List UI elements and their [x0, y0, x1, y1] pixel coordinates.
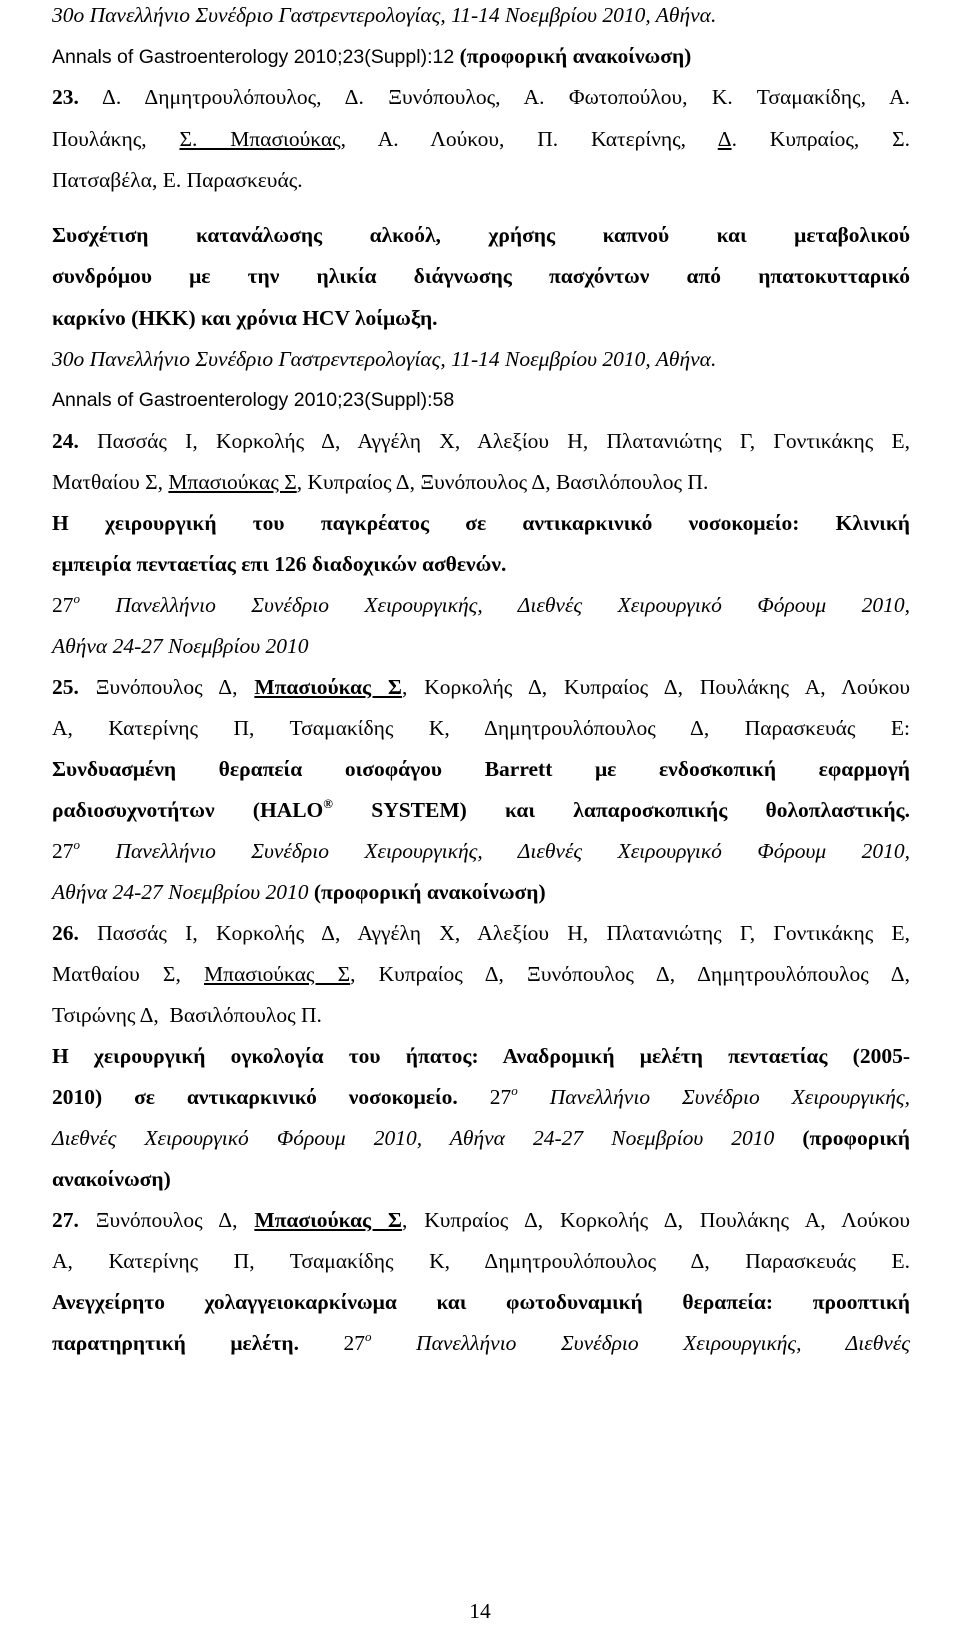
venue-number: [490, 1085, 518, 1109]
journal-citation: Annals of Gastroenterology 2010;23(Suppl):12: [52, 46, 455, 68]
ordinal-superscript: ο: [365, 1329, 372, 1344]
entry26-authors-line1: [52, 920, 910, 946]
authors-text: Πατσαβέλα, Ε. Παρασκευάς.: [52, 168, 303, 192]
entry26-venue-line3: [52, 1166, 910, 1192]
ordinal-superscript: ο: [73, 591, 80, 606]
entry26-venue-line2: [52, 1125, 910, 1151]
paper-title: εμπειρία πενταετίας επι 126 διαδοχικών ασθενών.: [52, 552, 507, 576]
entry-number: 26.: [52, 921, 79, 945]
presentation-note: (προφορική ανακοίνωση): [459, 44, 692, 68]
entry-number: 25.: [52, 675, 79, 699]
presentation-note: (προφορική: [802, 1126, 911, 1150]
authors-text: Πουλάκης,: [52, 127, 147, 151]
underlined-initial: Δ: [717, 127, 732, 151]
entry25-venue-line1: [52, 838, 910, 864]
journal-citation: Annals of Gastroenterology 2010;23(Suppl):58: [52, 389, 455, 411]
entry26-authors-line2: [52, 961, 910, 987]
entry25-title-line1: [52, 756, 910, 782]
entry26-title-line2: [52, 1084, 910, 1110]
highlighted-author: Μπασιούκας Σ: [204, 962, 351, 986]
entry23-authors-line1: [52, 84, 910, 110]
entry24-venue-line2: [52, 633, 910, 659]
venue-text: Πανελλήνιο Συνέδριο Χειρουργικής, Διεθνές Χειρουργικό Φόρουμ 2010,: [115, 839, 910, 863]
entry23-venue-line1: [52, 346, 910, 372]
paper-title: [52, 798, 333, 822]
entry-number: 23.: [52, 85, 79, 109]
venue-text: Αθήνα 24-27 Νοεμβρίου 2010: [52, 634, 309, 658]
venue-text: Αθήνα 24-27 Νοεμβρίου 2010: [52, 880, 309, 904]
entry23-venue-line2: [52, 387, 910, 413]
paper-title: συνδρόμου με την ηλικία διάγνωσης πασχόντων από ηπατοκυτταρικό: [52, 264, 910, 288]
venue-text: Πανελλήνιο Συνέδριο Χειρουργικής,: [549, 1085, 910, 1109]
entry23-title-line3: [52, 305, 910, 331]
venue-number-text: 27: [489, 1085, 512, 1109]
authors-text: Δ. Δημητρουλόπουλος, Δ. Ξυνόπουλος, Α. Φωτοπούλου, Κ. Τσαμακίδης, Α.: [102, 85, 910, 109]
venue-number-text: 27: [52, 593, 74, 617]
entry23-authors-line2: [52, 126, 910, 152]
venue-text: Διεθνές Χειρουργικό Φόρουμ 2010, Αθήνα 24-27 Νοεμβρίου 2010: [52, 1126, 775, 1150]
authors-text: Τσιρώνης Δ, Βασιλόπουλος Π.: [52, 1003, 322, 1027]
authors-text: , Κυπραίος Δ, Ξυνόπουλος Δ, Βασιλόπουλος Π.: [296, 470, 709, 494]
entry25-authors-line1: [52, 674, 910, 700]
entry27-authors-line1: [52, 1207, 910, 1233]
entry24-authors-line1: [52, 428, 910, 454]
authors-text: , Κορκολής Δ, Κυπραίος Δ, Πουλάκης Α, Λούκου: [401, 675, 910, 699]
authors-text: , Α. Λούκου, Π. Κατερίνης,: [340, 127, 687, 151]
paper-title: Η χειρουργική ογκολογία του ήπατος: Αναδρομική μελέτη πενταετίας (2005-: [52, 1044, 910, 1068]
paper-title: Ανεγχείρητο χολαγγειοκαρκίνωμα και φωτοδυναμική θεραπεία: προοπτική: [52, 1290, 910, 1314]
presentation-note: (προφορική ανακοίνωση): [313, 880, 546, 904]
paper-title: Η χειρουργική του παγκρέατος σε αντικαρκινικό νοσοκομείο: Κλινική: [52, 511, 910, 535]
venue-text: Πανελλήνιο Συνέδριο Χειρουργικής, Διεθνές Χειρουργικό Φόρουμ 2010,: [115, 593, 910, 617]
entry23-title-line1: [52, 222, 910, 248]
entry23-title-line2: [52, 263, 910, 289]
paper-title: καρκίνο (ΗΚΚ) και χρόνια HCV λοίμωξη.: [52, 306, 438, 330]
venue-number: [52, 593, 80, 617]
authors-text: Α, Κατερίνης Π, Τσαμακίδης Κ, Δημητρουλόπουλος Δ, Παρασκευάς Ε.: [52, 1249, 910, 1273]
entry22-venue-line2: [52, 43, 910, 69]
registered-mark: ®: [323, 796, 333, 811]
paper-title: παρατηρητική μελέτη.: [52, 1331, 299, 1355]
entry27-title-line2: [52, 1330, 910, 1356]
authors-text: . Κυπραίος, Σ.: [731, 127, 910, 151]
venue-number: [344, 1331, 372, 1355]
authors-text: Πασσάς Ι, Κορκολής Δ, Αγγέλη Χ, Αλεξίου Η, Πλατανιώτης Γ, Γοντικάκης Ε,: [97, 921, 911, 945]
presentation-note: ανακοίνωση): [52, 1167, 171, 1191]
highlighted-author: Μπασιούκας Σ: [254, 675, 402, 699]
authors-text: , Κυπραίος Δ, Ξυνόπουλος Δ, Δημητρουλόπουλος Δ,: [350, 962, 910, 986]
entry27-title-line1: [52, 1289, 910, 1315]
entry-number: 24.: [52, 429, 79, 453]
entry25-authors-line2: [52, 715, 910, 741]
entry24-title-line1: [52, 510, 910, 536]
venue-text: 30ο Πανελλήνιο Συνέδριο Γαστρεντερολογίας, 11-14 Νοεμβρίου 2010, Αθήνα.: [52, 347, 717, 371]
entry26-authors-line3: [52, 1002, 910, 1028]
entry24-venue-line1: [52, 592, 910, 618]
entry23-authors-line3: [52, 167, 910, 193]
entry24-authors-line2: [52, 469, 910, 495]
highlighted-author: Μπασιούκας Σ: [168, 470, 297, 494]
highlighted-author: Μπασιούκας Σ: [254, 1208, 402, 1232]
authors-text: Ματθαίου Σ,: [52, 470, 164, 494]
entry22-venue-line1: [52, 2, 910, 28]
entry25-title-line2: [52, 797, 910, 823]
entry24-title-line2: [52, 551, 910, 577]
page-number: 14: [469, 1599, 491, 1623]
authors-text: Ματθαίου Σ,: [52, 962, 181, 986]
paper-title: 2010) σε αντικαρκινικό νοσοκομείο.: [52, 1085, 458, 1109]
authors-text: Ξυνόπουλος Δ,: [95, 1208, 238, 1232]
venue-text: 30ο Πανελλήνιο Συνέδριο Γαστρεντερολογίας, 11-14 Νοεμβρίου 2010, Αθήνα.: [52, 3, 717, 27]
authors-text: Πασσάς Ι, Κορκολής Δ, Αγγέλη Χ, Αλεξίου Η, Πλατανιώτης Γ, Γοντικάκης Ε,: [97, 429, 911, 453]
paper-title: SYSTEM) και λαπαροσκοπικής θολοπλαστικής.: [371, 798, 910, 822]
entry-number: 27.: [52, 1208, 79, 1232]
venue-number-text: 27: [343, 1331, 366, 1355]
entry26-title-line1: [52, 1043, 910, 1069]
ordinal-superscript: ο: [73, 837, 80, 852]
paper-title-part: ραδιοσυχνοτήτων (HALO: [52, 798, 324, 822]
venue-number: [52, 839, 80, 863]
paper-title: Συσχέτιση κατανάλωσης αλκοόλ, χρήσης καπνού και μεταβολικού: [52, 223, 910, 247]
paper-title: Συνδυασμένη θεραπεία οισοφάγου Barrett με ενδοσκοπική εφαρμογή: [52, 757, 910, 781]
highlighted-author: Σ. Μπασιούκας: [179, 127, 341, 151]
authors-text: , Κυπραίος Δ, Κορκολής Δ, Πουλάκης Α, Λούκου: [401, 1208, 910, 1232]
ordinal-superscript: ο: [511, 1083, 518, 1098]
entry25-venue-line2: [52, 879, 910, 905]
authors-text: Α, Κατερίνης Π, Τσαμακίδης Κ, Δημητρουλόπουλος Δ, Παρασκευάς Ε:: [52, 716, 910, 740]
authors-text: Ξυνόπουλος Δ,: [95, 675, 238, 699]
venue-text: Πανελλήνιο Συνέδριο Χειρουργικής, Διεθνές: [416, 1331, 911, 1355]
entry27-authors-line2: [52, 1248, 910, 1274]
venue-number-text: 27: [52, 839, 74, 863]
